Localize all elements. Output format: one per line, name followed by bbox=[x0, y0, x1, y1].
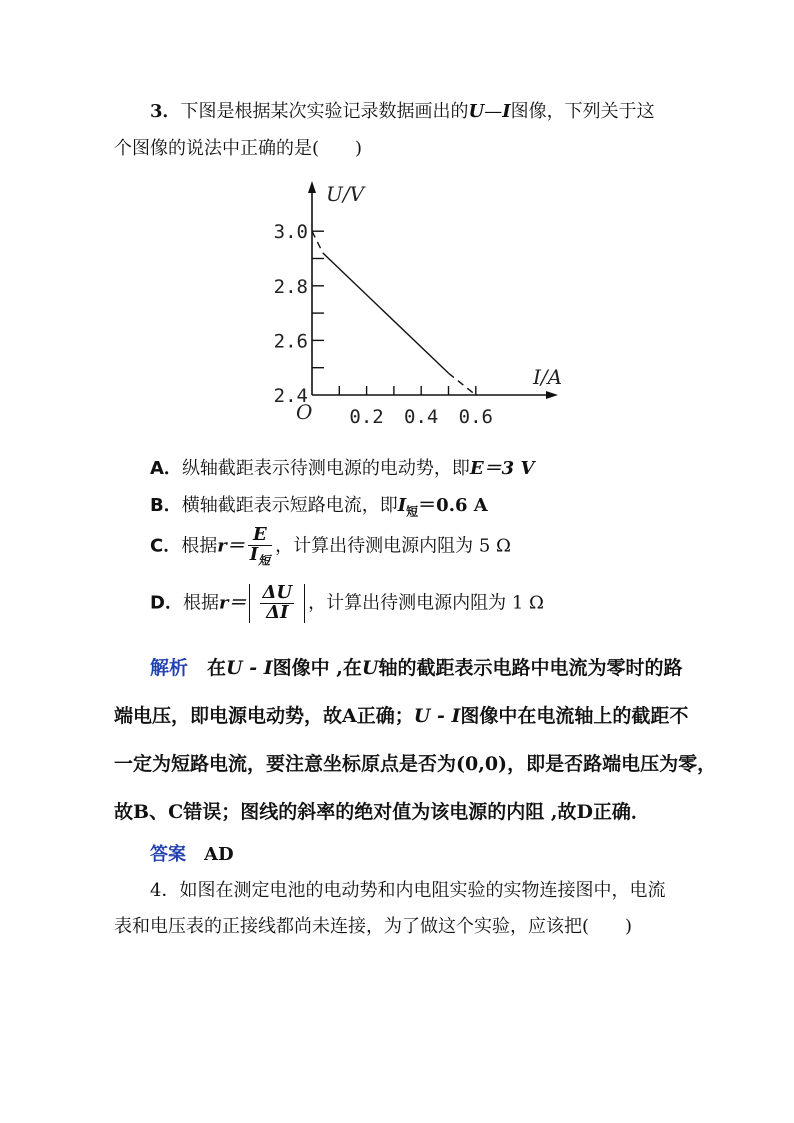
y-tick-label: 3.0 bbox=[273, 221, 308, 244]
option-b: B．横轴截距表示短路电流，即$I_短=0.6$ A bbox=[150, 495, 488, 519]
y-tick-label: 2.8 bbox=[273, 275, 308, 298]
answer-value: AD bbox=[204, 844, 234, 865]
q3-number: 3． bbox=[150, 101, 181, 122]
y-axis-label: U/V bbox=[326, 182, 365, 206]
y-tick-label: 2.4 bbox=[273, 385, 308, 407]
option-d: D．根据r＝ $\frac{\Delta U}{\Delta I}$ ，计算出待测电源内阻为 1 Ω bbox=[150, 582, 544, 623]
fraction-e-over-i: $\frac{E}{I_短}$ bbox=[249, 524, 271, 568]
analysis-line-2: 端电压，即电源电动势，故A正确；U - I图像中在电流轴上的截距不 bbox=[114, 705, 689, 727]
analysis-tag: 解析 bbox=[150, 657, 189, 679]
x-tick-label: 0.6 bbox=[458, 406, 493, 428]
q4-line-2: 表和电压表的正接线都尚未连接，为了做这个实验，应该把( ) bbox=[114, 916, 633, 937]
option-c: C．根据r＝ $\frac{E}{I_短}$ ，计算出待测电源内阻为 5 Ω bbox=[150, 524, 511, 568]
q3-line-1: 3．下图是根据某次实验记录数据画出的U—I图像，下列关于这 bbox=[150, 101, 655, 122]
origin-label: O bbox=[296, 400, 313, 424]
answer-tag: 答案 bbox=[150, 844, 186, 865]
chart-axes bbox=[308, 181, 558, 399]
absolute-value: $\frac{\Delta U}{\Delta I}$ bbox=[249, 584, 305, 623]
chart-ticks bbox=[312, 231, 476, 395]
answer-line bbox=[150, 840, 234, 866]
analysis-line-1: 解析 在U - I图像中 ,在U轴的截距表示电路中电流为零时的路 bbox=[150, 657, 683, 679]
x-axis-arrow bbox=[546, 391, 558, 399]
data-line bbox=[323, 253, 449, 373]
dashed-extension-line bbox=[312, 231, 323, 253]
chart-series bbox=[312, 231, 476, 395]
chart-tick-labels bbox=[274, 221, 493, 428]
analysis-line-3: 一定为短路电流，要注意坐标原点是否为(0,0)，即是否路端电压为零， bbox=[114, 753, 717, 775]
dashed-extension-line bbox=[449, 373, 476, 395]
analysis-line-4: 故B、C错误；图线的斜率的绝对值为该电源的内阻 ,故D正确． bbox=[114, 801, 650, 823]
q4-line-1: 4．如图在测定电池的电动势和内电阻实验的实物连接图中，电流 bbox=[150, 880, 666, 901]
option-a: A．纵轴截距表示待测电源的电动势，即E＝3 V bbox=[150, 458, 535, 479]
q3-line-2: 个图像的说法中正确的是( ) bbox=[114, 138, 363, 159]
x-tick-label: 0.2 bbox=[349, 406, 384, 428]
u-i-chart bbox=[260, 175, 580, 435]
x-axis-label: I/A bbox=[533, 365, 563, 389]
q3-text: 下图是根据某次实验记录数据画出的 bbox=[180, 101, 469, 122]
x-tick-label: 0.4 bbox=[404, 406, 439, 428]
y-axis-arrow bbox=[308, 181, 316, 193]
y-tick-label: 2.6 bbox=[273, 330, 308, 353]
